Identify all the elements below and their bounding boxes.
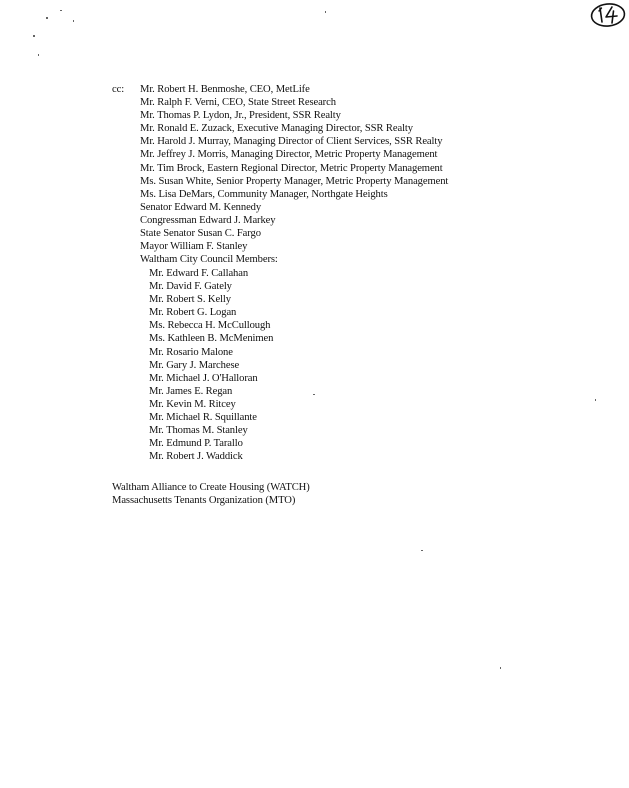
scan-speck — [73, 20, 74, 22]
recipient-line: Mr. Jeffrey J. Morris, Managing Director, Metric Property Management — [140, 149, 438, 161]
recipient-line: Ms. Lisa DeMars, Community Manager, Northgate Heights — [140, 188, 388, 200]
recipient-line: Mayor William F. Stanley — [140, 241, 248, 253]
council-member: Mr. James E. Regan — [149, 385, 233, 397]
recipient-list — [140, 83, 580, 266]
scan-speck — [595, 399, 596, 401]
council-member-list — [149, 267, 273, 463]
recipient-line: Mr. Harold J. Murray, Managing Director of Client Services, SSR Realty — [140, 136, 443, 148]
recipient-line: Congressman Edward J. Markey — [140, 214, 276, 226]
council-member: Mr. Rosario Malone — [149, 346, 233, 358]
recipient-line: Mr. Robert H. Benmoshe, CEO, MetLife — [140, 84, 310, 95]
organization-line: Massachusetts Tenants Organization (MTO) — [112, 495, 296, 507]
council-member: Mr. Kevin M. Ritcey — [149, 398, 236, 410]
scan-speck — [313, 394, 315, 395]
organization-list — [112, 481, 310, 507]
council-member: Mr. Edmund P. Tarallo — [149, 438, 243, 450]
council-heading: Waltham City Council Members: — [140, 254, 278, 266]
recipient-line: State Senator Susan C. Fargo — [140, 228, 261, 240]
council-member: Mr. Gary J. Marchese — [149, 359, 240, 371]
recipient-line: Senator Edward M. Kennedy — [140, 201, 262, 213]
council-member: Ms. Kathleen B. McMenimen — [149, 333, 274, 345]
recipient-line: Ms. Susan White, Senior Property Manager, Metric Property Management — [140, 175, 449, 187]
council-member: Mr. Thomas M. Stanley — [149, 425, 248, 437]
cc-label: cc: — [112, 84, 125, 95]
scan-speck — [60, 10, 62, 11]
recipient-line: Mr. Ronald E. Zuzack, Executive Managing Director, SSR Realty — [140, 123, 413, 135]
scan-speck — [500, 667, 501, 669]
council-member: Mr. David F. Gately — [149, 281, 232, 293]
recipient-line: Mr. Thomas P. Lydon, Jr., President, SSR Realty — [140, 110, 341, 122]
council-member: Mr. Edward F. Callahan — [149, 268, 249, 279]
council-member: Ms. Rebecca H. McCullough — [149, 320, 271, 332]
council-member: Mr. Michael R. Squillante — [149, 412, 257, 424]
recipient-line: Mr. Tim Brock, Eastern Regional Director, Metric Property Management — [140, 162, 443, 174]
council-member: Mr. Michael J. O'Halloran — [149, 372, 258, 384]
council-member: Mr. Robert G. Logan — [149, 307, 237, 319]
council-member: Mr. Robert J. Waddick — [149, 451, 243, 463]
organization-line: Waltham Alliance to Create Housing (WATCH) — [112, 482, 310, 493]
recipient-line: Mr. Ralph F. Verni, CEO, State Street Research — [140, 97, 336, 109]
page-number-stamp — [590, 2, 626, 28]
scan-speck — [46, 17, 48, 19]
scan-speck — [421, 550, 423, 551]
scan-speck — [38, 54, 39, 56]
scan-speck — [33, 35, 35, 37]
council-member: Mr. Robert S. Kelly — [149, 294, 231, 306]
scan-speck — [325, 11, 326, 13]
